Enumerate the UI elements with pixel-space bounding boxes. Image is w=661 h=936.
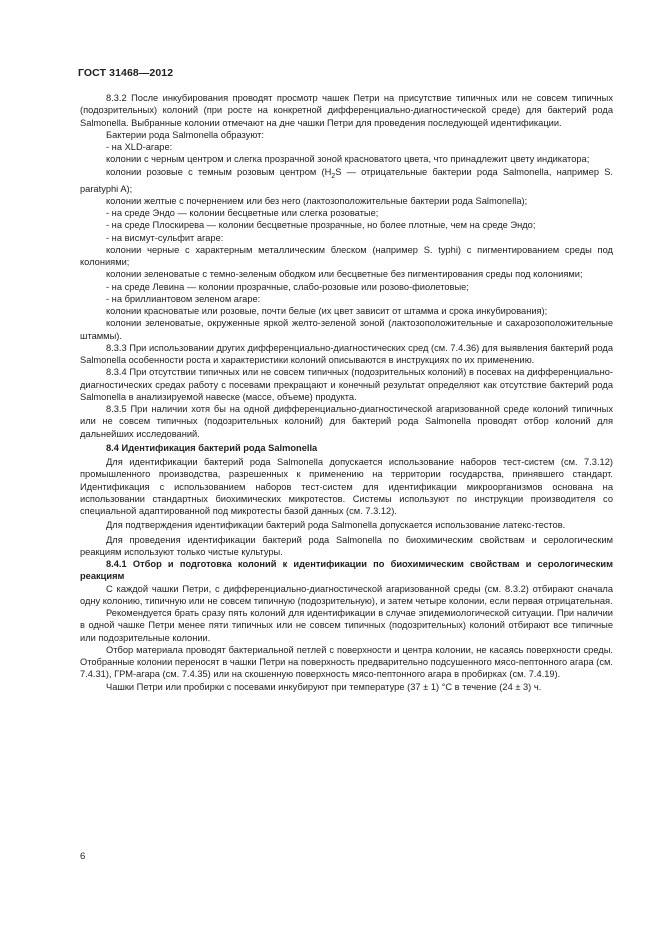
list-item: - на среде Эндо — колонии бесцветные или слегка розоватые; (106, 208, 379, 219)
paragraph: Бактерии рода Salmonella образуют: (106, 129, 264, 140)
list-item: - на висмут-сульфит агаре: (106, 232, 224, 243)
paragraph-8-3-2: 8.3.2 После инкубирования проводят просмотр чашек Петри на присутствие типичных или не совсем типичных (подозрительных) колоний (при росте на конкретной дифференциально-диагностической среде) для бактерий рода Salmonella. Выбранные колонии отмечают на дне чашки Петри для проведения последующей идентификации. (80, 93, 613, 128)
list-item: - на XLD-агаре: (106, 142, 173, 152)
paragraph: Рекомендуется брать сразу пять колоний для идентификации в случае эпидемиологической ситуации. При наличии в одной чашке Петри менее пяти типичных или не совсем типичных (подозрительных) колоний отбирают все типичные или подозрительные колонии. (80, 608, 613, 643)
paragraph: Для идентификации бактерий рода Salmonella допускается использование наборов тест-систем (см. 7.3.12) промышленного производства, разрешенных к применению на территории государства, принявшего стандарт. Идентификация с использованием наборов тест-систем для идентификации микроорганизмов основана на использовании стандартных биохимических микротестов. Системы используют по инструкции производителя со специальной адаптированной под микротесты базой данных (см. 7.3.12). (80, 457, 613, 517)
paragraph: колонии красноватые или розовые, почти белые (их цвет зависит от штамма и срока инкубирования); (106, 306, 548, 317)
section-heading-8-4: 8.4 Идентификация бактерий рода Salmonella (106, 442, 318, 453)
paragraph: Отбор материала проводят бактериальной петлей с поверхности и центра колонии, не касаясь поверхности среды. Отобранные колонии переносят в чашки Петри на поверхность предварительно подсушенного мясо-пептонного агара (см. 7.4.31), ГРМ-агара (см. 7.4.35) или на скошенную поверхность мясо-пептонного агара в пробирках (см. 7.4.19). (80, 644, 613, 680)
paragraph: Для подтверждения идентификации бактерий рода Salmonella допускается использование латекс-тестов. (106, 520, 566, 531)
document-body (80, 92, 613, 693)
paragraph: колонии желтые с почернением или без него (лактозоположительные бактерии рода Salmonella); (106, 195, 528, 206)
paragraph: Чашки Петри или пробирки с посевами инкубируют при температуре (37 ± 1) °С в течение (24 ± 3) ч. (106, 681, 542, 692)
paragraph-8-3-3: 8.3.3 При использовании других дифференциально-диагностических сред (см. 7.4.36) для выявления бактерий рода Salmonella особенности роста и характеристики колоний описываются в инструкциях по их применению. (80, 342, 613, 366)
paragraph: Для проведения идентификации бактерий рода Salmonella по биохимическим свойствам и серологическим реакциям используют только чистые культуры. (80, 534, 613, 557)
paragraph-8-3-4: 8.3.4 При отсутствии типичных или не совсем типичных (подозрительных колоний) в посевах на дифференциально-диагностических средах работу с посевами прекращают и конечный результат определяют как отсутствие бактерий рода Salmonella в анализируемой навеске (массе, объеме) продукта. (80, 367, 613, 402)
section-heading-8-4-1: 8.4.1 Отбор и подготовка колоний к идентификации по биохимическим свойствам и серологическим реакциям (80, 559, 613, 582)
paragraph: колонии зеленоватые, окруженные яркой желто-зеленой зоной (лактозоположительные и сахарозоположительные штаммы). (80, 318, 613, 341)
list-item: - на среде Плоскирева — колонии бесцветные прозрачные, но более плотные, чем на среде Эндо; (106, 220, 536, 231)
subscript: 2 (331, 172, 336, 180)
text-run: S — отрицательные бактерии рода Salmonella, например S. paratyphi A); (80, 166, 613, 194)
text-run: колонии розовые с темным розовым центром (H (106, 166, 332, 177)
page-number: 6 (80, 851, 86, 862)
document-header: ГОСТ 31468—2012 (78, 67, 174, 79)
paragraph: колонии с черным центром и слегка прозрачной зоной красноватого цвета, что принадлежит цвету индикатора; (106, 154, 590, 165)
paragraph-8-3-5: 8.3.5 При наличии хотя бы на одной дифференциально-диагностической агаризованной среде колоний типичных или не совсем типичных (подозрительных колоний) для бактерий рода Salmonella проводят отбор колоний для дальнейших исследований. (80, 404, 613, 439)
paragraph: колонии черные с характерным металлическим блеском (например S. typhi) с пигментированием среды под колониями; (80, 244, 613, 268)
list-item: - на среде Левина — колонии прозрачные, слабо-розовые или розово-фиолетовые; (106, 281, 469, 292)
paragraph: колонии зеленоватые с темно-зеленым ободком или бесцветные без пигментирования среды под колониями; (106, 269, 583, 280)
list-item: - на бриллиантовом зеленом агаре: (106, 293, 261, 304)
paragraph: С каждой чашки Петри, с дифференциально-диагностической агаризованной среды (см. 8.3.2) отбирают сначала одну колонию, типичную или не совсем типичную (подозрительную), и затем четыре колонии, если первая отрицательная. (80, 583, 613, 606)
paragraph (80, 166, 613, 195)
